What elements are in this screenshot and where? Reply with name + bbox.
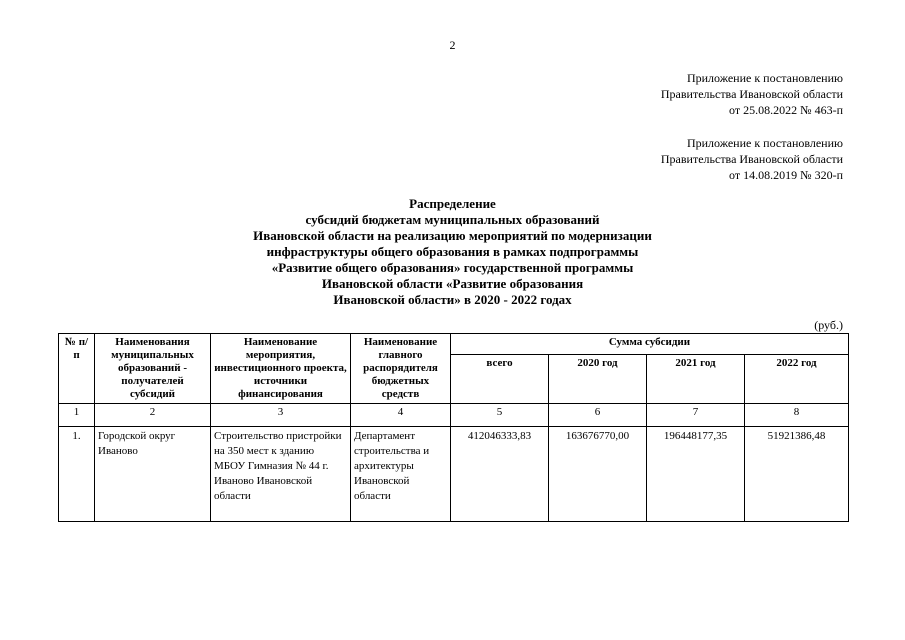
header-municipality: Наименования муниципальных образований - получателей субсидий <box>95 334 211 404</box>
header-no: № п/п <box>59 334 95 404</box>
header-subsidy-sum: Сумма субсидии <box>451 334 849 355</box>
column-number: 1 <box>59 404 95 427</box>
annex-original-line2: Правительства Ивановской области <box>660 152 843 166</box>
cell-administrator: Департамент строительства и архитектуры Ивановской области <box>351 427 451 522</box>
annex-original-line1: Приложение к постановлению <box>686 136 843 150</box>
header-2022: 2022 год <box>745 355 849 404</box>
title-line: инфраструктуры общего образования в рамках подпрограммы <box>266 244 639 259</box>
document-title <box>0 196 905 308</box>
page-number: 2 <box>449 38 456 52</box>
header-administrator: Наименование главного распорядителя бюджетных средств <box>351 334 451 404</box>
title-line: Ивановской области на реализацию мероприятий по модернизации <box>253 228 652 243</box>
annex-original-line3: от 14.08.2019 № 320-п <box>729 168 843 182</box>
column-number: 4 <box>351 404 451 427</box>
header-2021: 2021 год <box>647 355 745 404</box>
title-line: Ивановской области «Развитие образования <box>321 276 584 291</box>
column-number: 7 <box>647 404 745 427</box>
column-number: 3 <box>211 404 351 427</box>
cell-2020: 163676770,00 <box>549 427 647 522</box>
column-number: 8 <box>745 404 849 427</box>
title-line: Ивановской области» в 2020 - 2022 годах <box>333 292 572 307</box>
annex-current-line1: Приложение к постановлению <box>686 71 843 85</box>
cell-2022: 51921386,48 <box>745 427 849 522</box>
header-total: всего <box>451 355 549 404</box>
annex-current-line2: Правительства Ивановской области <box>660 87 843 101</box>
header-2020: 2020 год <box>549 355 647 404</box>
title-line: Распределение <box>409 196 496 211</box>
currency-unit: (руб.) <box>814 318 843 332</box>
table-row <box>59 427 849 522</box>
annex-current-line3: от 25.08.2022 № 463-п <box>729 103 843 117</box>
cell-total: 412046333,83 <box>451 427 549 522</box>
title-line: «Развитие общего образования» государственной программы <box>271 260 634 275</box>
column-number: 2 <box>95 404 211 427</box>
cell-project: Строительство пристройки на 350 мест к зданию МБОУ Гимназия № 44 г. Иваново Ивановской области <box>211 427 351 522</box>
cell-no: 1. <box>59 427 95 522</box>
column-number: 6 <box>549 404 647 427</box>
header-project: Наименование мероприятия, инвестиционного проекта, источники финансирования <box>211 334 351 404</box>
annex-current <box>661 70 843 118</box>
annex-original <box>661 135 843 183</box>
cell-municipality: Городской округ Иваново <box>95 427 211 522</box>
cell-2021: 196448177,35 <box>647 427 745 522</box>
subsidy-table <box>58 333 849 522</box>
column-number: 5 <box>451 404 549 427</box>
column-number-row <box>59 404 849 427</box>
title-line: субсидий бюджетам муниципальных образований <box>305 212 600 227</box>
